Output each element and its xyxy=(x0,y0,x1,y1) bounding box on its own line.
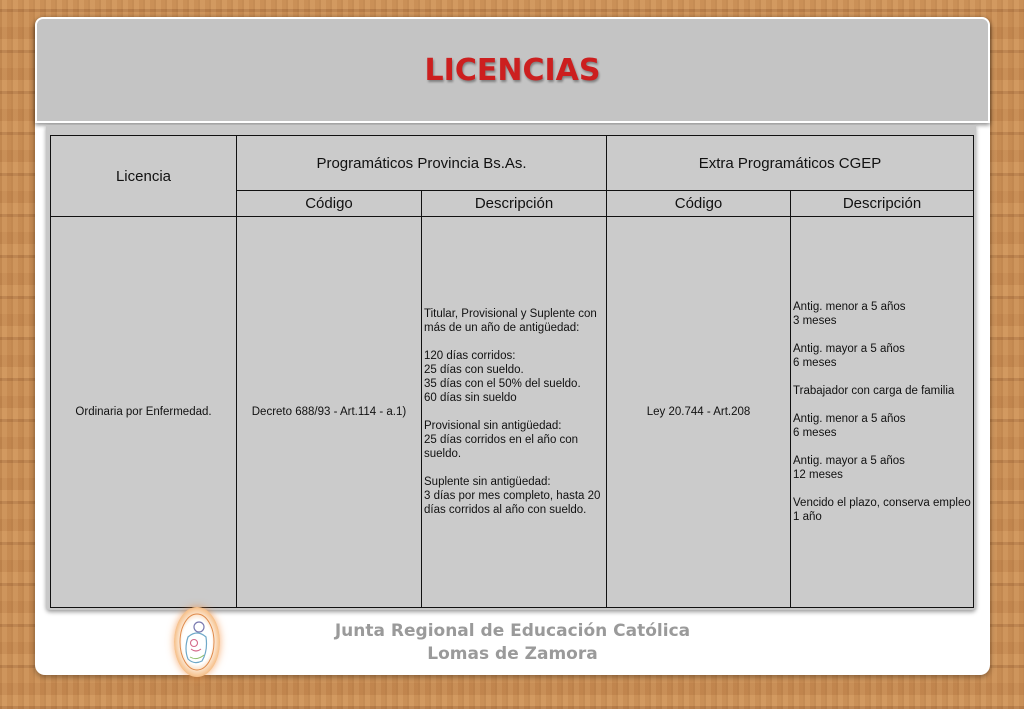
extra-desc-line: 3 meses xyxy=(793,315,837,327)
extra-desc-line: Trabajador con carga de familia xyxy=(793,385,955,397)
extra-desc-gap xyxy=(793,370,971,384)
extra-desc-gap xyxy=(793,328,971,342)
header-descripcion-extra: Descripción xyxy=(791,191,974,217)
licencias-table xyxy=(50,135,974,608)
extra-desc-line: 6 meses xyxy=(793,427,837,439)
cell-prog-descripcion xyxy=(422,217,607,608)
slide xyxy=(35,17,990,675)
header-licencia: Licencia xyxy=(51,136,237,217)
header-descripcion-programaticos: Descripción xyxy=(422,191,607,217)
prog-desc-gap xyxy=(424,461,604,475)
extra-desc-gap xyxy=(793,482,971,496)
extra-desc-line: 12 meses xyxy=(793,469,843,481)
table-row xyxy=(51,217,974,608)
virgin-and-child-logo-icon xyxy=(174,607,220,677)
extra-desc-gap xyxy=(793,440,971,454)
header-extra-programaticos: Extra Programáticos CGEP xyxy=(607,136,974,191)
extra-desc-line: 6 meses xyxy=(793,357,837,369)
prog-desc-gap xyxy=(424,335,604,349)
header-codigo-extra: Código xyxy=(607,191,791,217)
prog-desc-line: 120 días corridos: xyxy=(424,350,516,362)
cell-prog-codigo: Decreto 688/93 - Art.114 - a.1) xyxy=(237,217,422,608)
prog-desc-line: 25 días con sueldo. xyxy=(424,364,524,376)
extra-desc-line: Antig. mayor a 5 años xyxy=(793,455,905,467)
prog-desc-line: Provisional sin antigüedad: xyxy=(424,420,562,432)
title-band xyxy=(35,17,990,123)
footer-location: Lomas de Zamora xyxy=(427,644,598,664)
extra-desc-line: Antig. menor a 5 años xyxy=(793,301,906,313)
prog-desc-line: 25 días corridos en el año con sueldo. xyxy=(424,434,579,460)
extra-desc-line: Antig. mayor a 5 años xyxy=(793,343,905,355)
extra-desc-line: Antig. menor a 5 años xyxy=(793,413,906,425)
prog-desc-line: Titular, Provisional y Suplente con más de un año de antigüedad: xyxy=(424,308,597,334)
prog-desc-line: Suplente sin antigüedad: xyxy=(424,476,551,488)
extra-desc-line: Vencido el plazo, conserva empleo 1 año xyxy=(793,497,971,523)
footer-organization: Junta Regional de Educación Católica xyxy=(334,621,691,641)
prog-desc-line: 35 días con el 50% del sueldo. xyxy=(424,378,581,390)
header-codigo-programaticos: Código xyxy=(237,191,422,217)
cell-extra-descripcion xyxy=(791,217,974,608)
slide-title: LICENCIAS xyxy=(424,53,601,88)
prog-desc-line: 60 días sin sueldo xyxy=(424,392,517,404)
header-programaticos: Programáticos Provincia Bs.As. xyxy=(237,136,607,191)
cell-licencia: Ordinaria por Enfermedad. xyxy=(51,217,237,608)
logo-drawing xyxy=(174,607,220,677)
prog-desc-line: 3 días por mes completo, hasta 20 días corridos al año con sueldo. xyxy=(424,490,601,516)
table-container xyxy=(46,125,976,610)
extra-desc-gap xyxy=(793,398,971,412)
prog-desc-gap xyxy=(424,405,604,419)
cell-extra-codigo: Ley 20.744 - Art.208 xyxy=(607,217,791,608)
